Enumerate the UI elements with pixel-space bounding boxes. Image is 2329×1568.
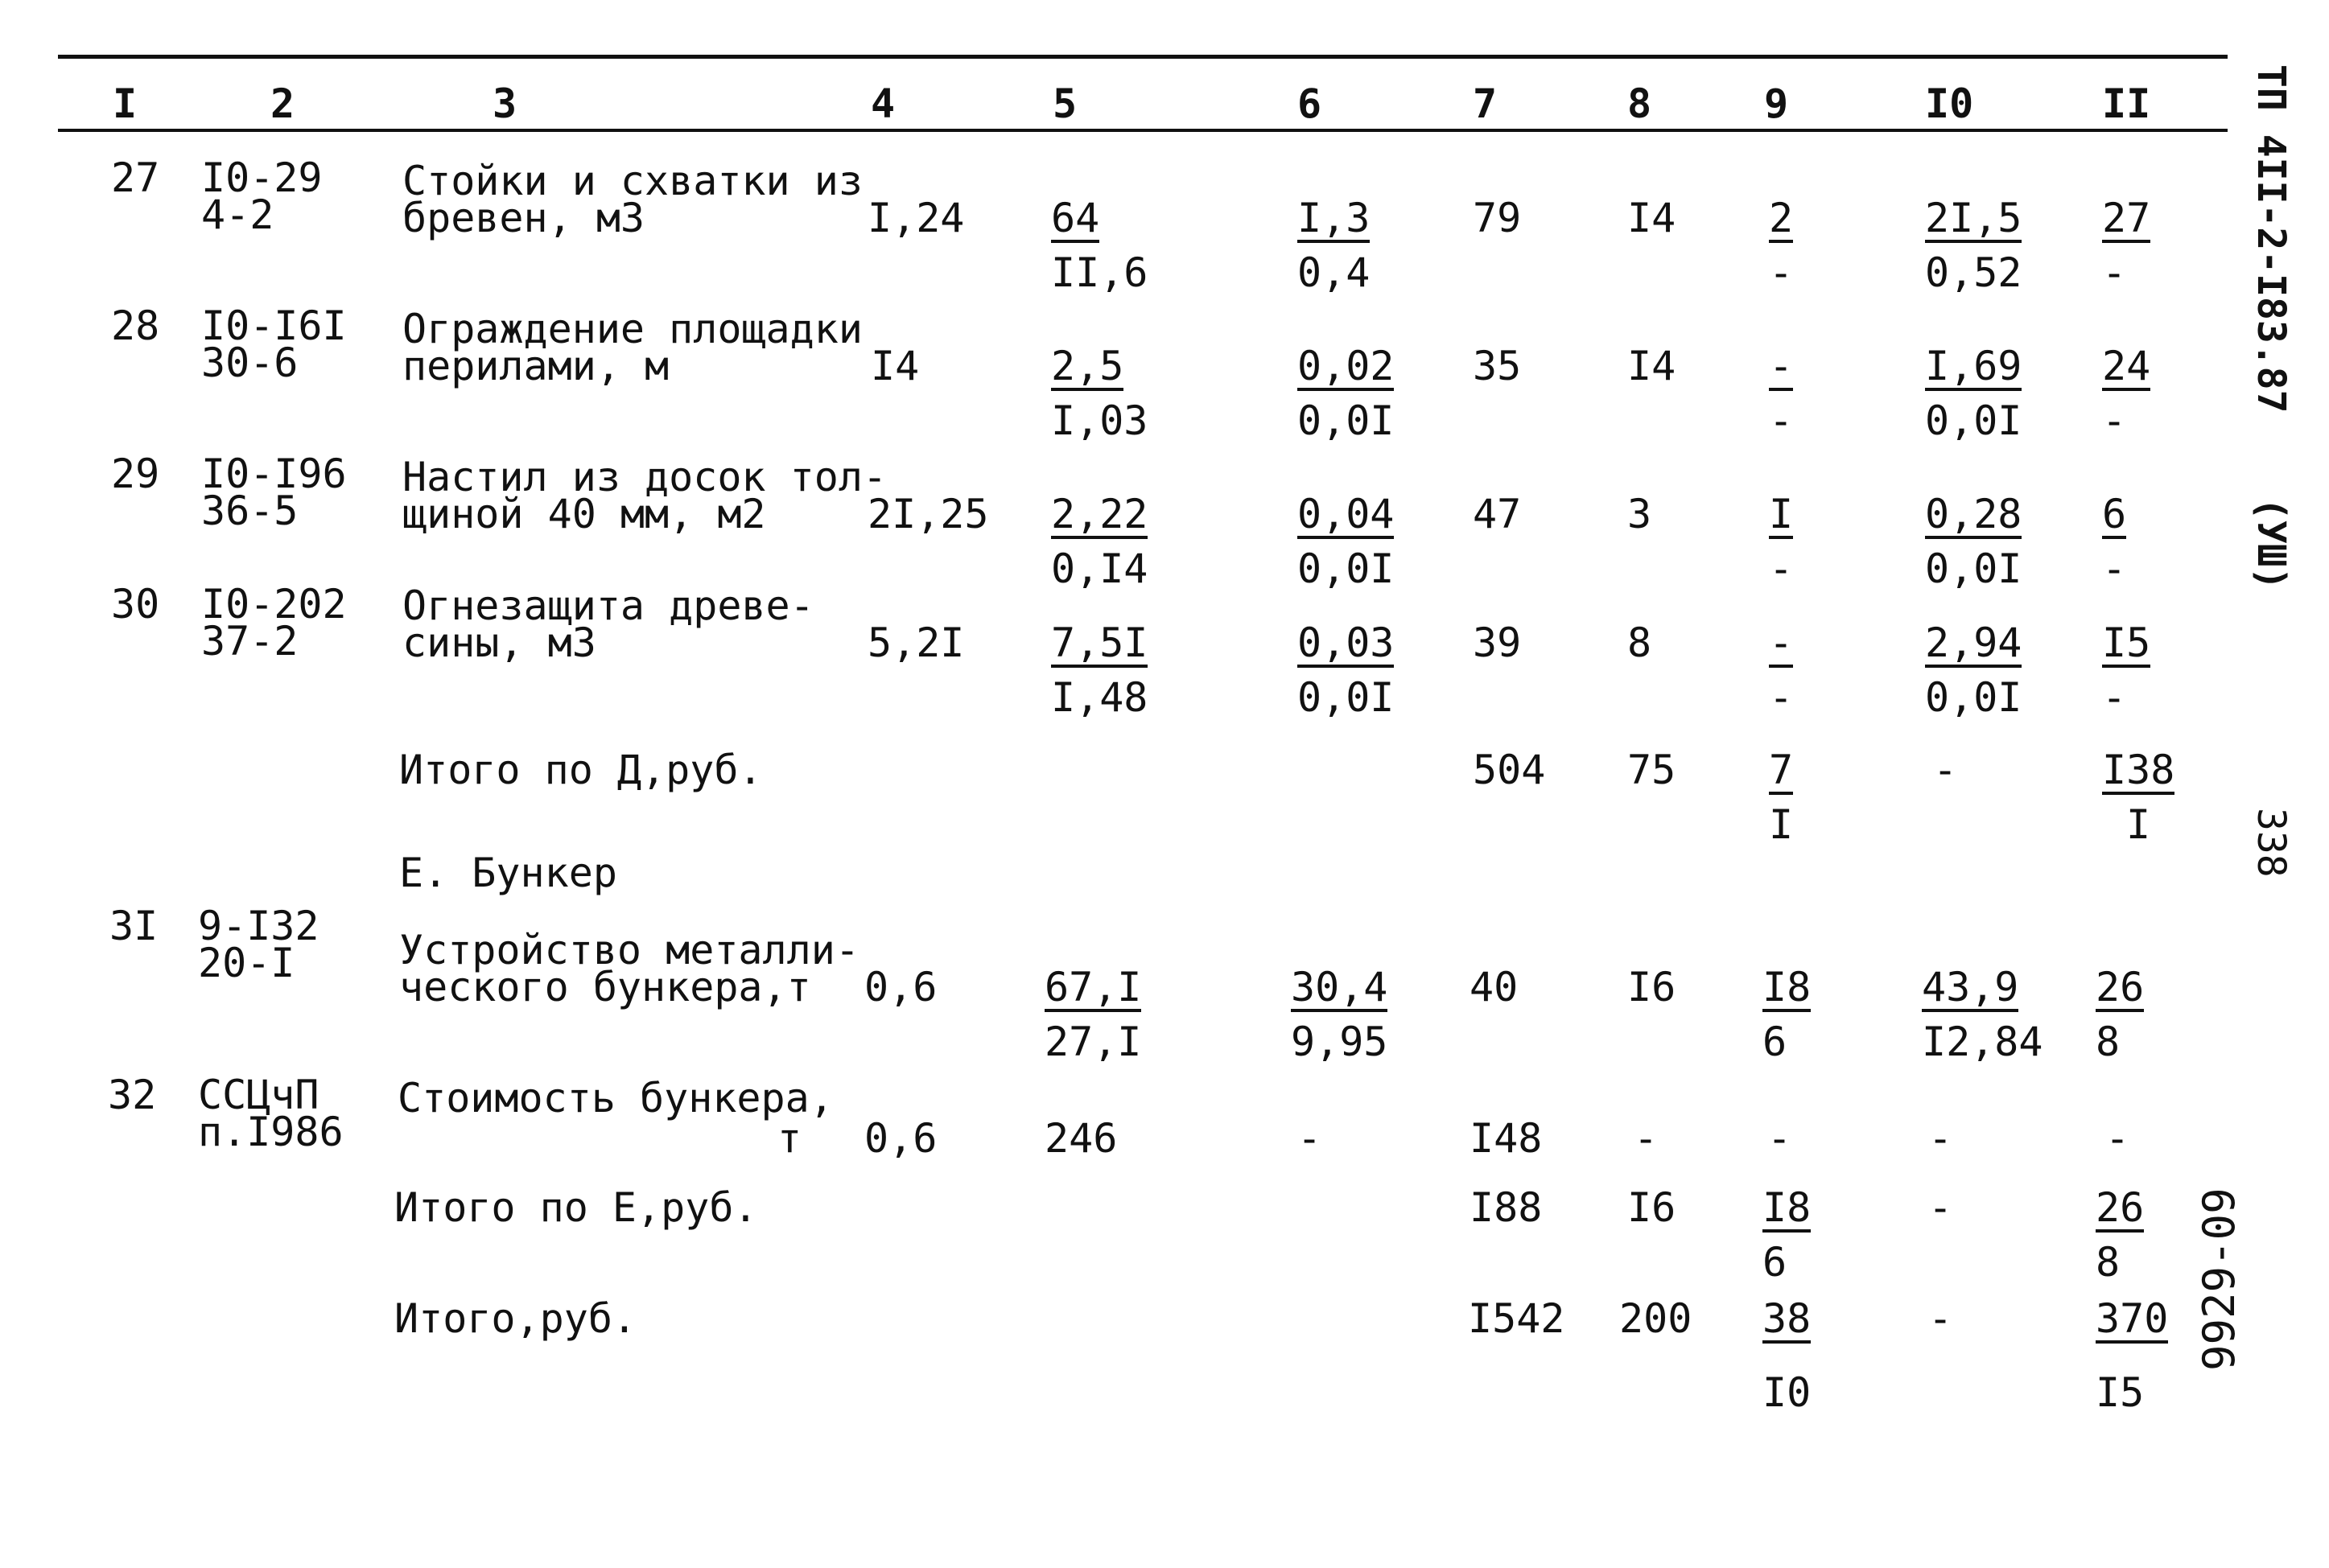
value: 30,4 xyxy=(1291,964,1388,1010)
value: - xyxy=(2105,1115,2130,1162)
value: - xyxy=(1928,1295,1953,1342)
value: I,48 xyxy=(1051,674,1148,721)
value: 64 xyxy=(1051,195,1100,241)
value: 6 xyxy=(1762,1019,1787,1065)
value: I6 xyxy=(1627,964,1676,1010)
value: 2I,5 xyxy=(1925,195,2022,241)
value: 370 xyxy=(2096,1295,2169,1342)
value: - xyxy=(1297,1115,1322,1162)
value: I2,84 xyxy=(1922,1019,2043,1065)
value: 47 xyxy=(1473,491,1522,537)
part-label: (УШ) xyxy=(2249,497,2294,591)
col-header-9: 9 xyxy=(1764,80,1789,127)
value: 75 xyxy=(1627,747,1676,793)
value: 0,04 xyxy=(1297,491,1395,537)
value: I,69 xyxy=(1925,343,2022,389)
norm-code: I0-202 xyxy=(201,581,347,628)
value: 27 xyxy=(2102,195,2151,241)
norm-code: п.I986 xyxy=(198,1109,344,1155)
col-header-2: 2 xyxy=(270,80,295,127)
top-rule xyxy=(58,55,2228,59)
value: I4 xyxy=(1627,195,1676,241)
value: 8 xyxy=(2096,1019,2121,1065)
col-header-5: 5 xyxy=(1053,80,1078,127)
norm-code: 30-6 xyxy=(201,340,299,386)
value: 8 xyxy=(2096,1239,2121,1286)
value: - xyxy=(1769,249,1794,296)
value: - xyxy=(1933,747,1958,793)
value: 40 xyxy=(1470,964,1519,1010)
value: 67,I xyxy=(1045,964,1142,1010)
value: 0,I4 xyxy=(1051,545,1148,592)
value: I,03 xyxy=(1051,397,1148,444)
value: 6 xyxy=(2102,491,2127,537)
value: 0,4 xyxy=(1297,249,1371,296)
norm-code: 20-I xyxy=(198,940,295,986)
norm-code: I0-29 xyxy=(201,154,323,201)
value: 2 xyxy=(1769,195,1794,241)
work-name: Огнезащита древе- xyxy=(402,582,814,629)
value: I6 xyxy=(1627,1184,1676,1231)
norm-code: 9-I32 xyxy=(198,903,319,949)
work-name: бревен, м3 xyxy=(402,195,645,241)
col-header-6: 6 xyxy=(1297,80,1322,127)
row-number: 28 xyxy=(111,302,160,349)
value: I8 xyxy=(1762,1184,1812,1231)
work-name: перилами, м xyxy=(402,343,670,389)
value: I,3 xyxy=(1297,195,1371,241)
value: 0,03 xyxy=(1297,619,1395,666)
subtotal-label: Итого по Е,руб. xyxy=(394,1184,758,1231)
value: I xyxy=(1769,801,1794,848)
value: I38 xyxy=(2102,747,2175,793)
section-heading: Е. Бункер xyxy=(399,850,617,896)
norm-code: 36-5 xyxy=(201,488,299,534)
norm-code: 4-2 xyxy=(201,191,274,238)
value: 8 xyxy=(1627,619,1652,666)
work-name: Стойки и схватки из xyxy=(402,158,863,204)
value: 27,I xyxy=(1045,1019,1142,1065)
value: 200 xyxy=(1619,1295,1692,1342)
row-number: 32 xyxy=(108,1072,157,1118)
work-name: Стоимость бункера, xyxy=(398,1075,834,1121)
value: 7 xyxy=(1769,747,1794,793)
value: 0,0I xyxy=(1297,545,1395,592)
value: 2,5 xyxy=(1051,343,1124,389)
value: I4 xyxy=(1627,343,1676,389)
value: 6 xyxy=(1762,1239,1787,1286)
value: I5 xyxy=(2102,619,2151,666)
row-number: 27 xyxy=(111,154,160,201)
value: I xyxy=(2126,801,2151,848)
header-rule xyxy=(58,129,2228,132)
col-header-8: 8 xyxy=(1627,80,1652,127)
value: 43,9 xyxy=(1922,964,2019,1010)
norm-code: I0-I6I xyxy=(201,302,347,349)
value: II,6 xyxy=(1051,249,1148,296)
total-label: Итого,руб. xyxy=(394,1295,637,1342)
work-name: Настил из досок тол- xyxy=(402,454,888,500)
value: 39 xyxy=(1473,619,1522,666)
col-header-7: 7 xyxy=(1473,80,1498,127)
value: 79 xyxy=(1473,195,1522,241)
value: 0,0I xyxy=(1297,397,1395,444)
value: I88 xyxy=(1470,1184,1543,1231)
value: I xyxy=(1769,491,1794,537)
col-header-3: 3 xyxy=(493,80,517,127)
value: 7,5I xyxy=(1051,619,1148,666)
work-name: щиной 40 мм, м2 xyxy=(402,491,766,537)
value: 0,02 xyxy=(1297,343,1395,389)
quantity: 0,6 xyxy=(864,964,938,1010)
work-name: т xyxy=(777,1115,802,1162)
value: I0 xyxy=(1762,1369,1812,1416)
value: 0,0I xyxy=(1297,674,1395,721)
work-name: сины, м3 xyxy=(402,619,596,666)
value: - xyxy=(1769,397,1794,444)
col-header-4: 4 xyxy=(871,80,896,127)
value: I48 xyxy=(1470,1115,1543,1162)
value: - xyxy=(1928,1115,1953,1162)
page-number: 338 xyxy=(2249,808,2294,878)
norm-code: 37-2 xyxy=(201,618,299,665)
value: - xyxy=(2102,545,2127,592)
value: I5 xyxy=(2096,1369,2145,1416)
subtotal-label: Итого по Д,руб. xyxy=(399,747,763,793)
value: 26 xyxy=(2096,1184,2145,1231)
row-number: 30 xyxy=(111,581,160,628)
col-header-10: I0 xyxy=(1925,80,1974,127)
quantity: 0,6 xyxy=(864,1115,938,1162)
value: - xyxy=(2102,249,2127,296)
value: - xyxy=(1767,1115,1792,1162)
value: - xyxy=(2102,397,2127,444)
norm-code: I0-I96 xyxy=(201,451,347,497)
quantity: 2I,25 xyxy=(868,491,989,537)
value: 24 xyxy=(2102,343,2151,389)
work-name: Ограждение площадки xyxy=(402,306,863,352)
value: I542 xyxy=(1468,1295,1565,1342)
quantity: 5,2I xyxy=(868,619,965,666)
value: - xyxy=(1769,619,1794,666)
norm-code: ССЦчП xyxy=(198,1072,319,1118)
work-name: Устройство металли- xyxy=(399,927,859,973)
value: 0,0I xyxy=(1925,397,2022,444)
sheet-code: 9929-09 xyxy=(2194,1187,2244,1371)
value: - xyxy=(1769,545,1794,592)
value: 35 xyxy=(1473,343,1522,389)
value: 2,22 xyxy=(1051,491,1148,537)
document-code: ТП 4II-2-I83.87 xyxy=(2249,64,2294,414)
value: 0,52 xyxy=(1925,249,2022,296)
value: - xyxy=(1928,1184,1953,1231)
value: I8 xyxy=(1762,964,1812,1010)
value: 26 xyxy=(2096,964,2145,1010)
work-name: ческого бункера,т xyxy=(399,964,811,1010)
value: 9,95 xyxy=(1291,1019,1388,1065)
value: 0,0I xyxy=(1925,674,2022,721)
quantity: I4 xyxy=(871,343,920,389)
value: 246 xyxy=(1045,1115,1118,1162)
value: 3 xyxy=(1627,491,1652,537)
value: - xyxy=(2102,674,2127,721)
row-number: 29 xyxy=(111,451,160,497)
col-header-1: I xyxy=(113,80,138,127)
col-header-11: II xyxy=(2102,80,2151,127)
quantity: I,24 xyxy=(868,195,965,241)
value: 504 xyxy=(1473,747,1546,793)
value: 2,94 xyxy=(1925,619,2022,666)
value: - xyxy=(1634,1115,1659,1162)
value: 0,0I xyxy=(1925,545,2022,592)
row-number: 3I xyxy=(109,903,159,949)
value: - xyxy=(1769,674,1794,721)
value: 38 xyxy=(1762,1295,1812,1342)
value: 0,28 xyxy=(1925,491,2022,537)
value: - xyxy=(1769,343,1794,389)
